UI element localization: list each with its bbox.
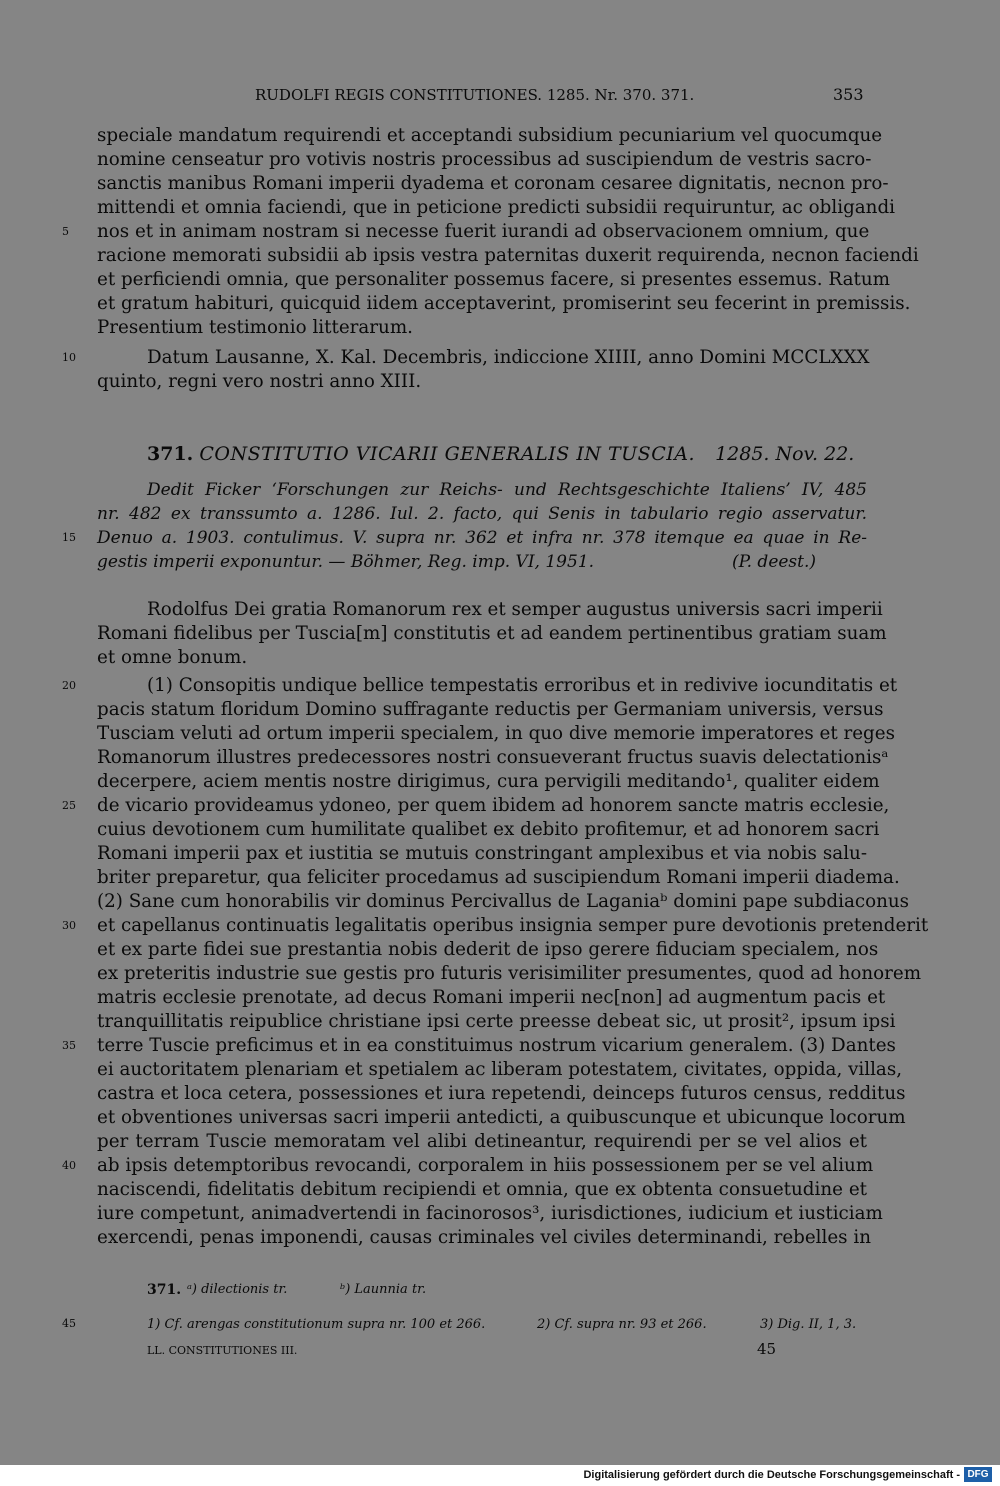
footnote-variant-a: ᵃ) dilectionis tr. xyxy=(187,1282,288,1297)
source-line: nr. 482 ex transsumto a. 1286. Iul. 2. facto, qui Senis in tabulario regio asservatur. xyxy=(97,504,867,524)
text-line: pacis statum floridum Domino suffragante reductis per Germaniam universis, versus xyxy=(97,699,884,720)
text-line: ex preteritis industrie sue gestis pro futuris verisimiliter presumentes, quod ad honorem xyxy=(97,963,922,984)
document-date: 1285. Nov. 22. xyxy=(715,443,855,465)
line-number: 30 xyxy=(62,919,76,932)
text-line: Romanorum illustres predecessores nostri consueverant fructus suavis delectationisᵃ xyxy=(97,747,889,768)
text-line: exercendi, penas imponendi, causas criminales vel civiles determinandi, rebelles in xyxy=(97,1227,871,1248)
text-line: cuius devotionem cum humilitate qualibet ex debito profitemur, et ad honorem sacri xyxy=(97,819,880,840)
text-line: et capellanus continuatis legalitatis operibus insignia semper pure devotionis pretenderit xyxy=(97,915,929,936)
line-number: 20 xyxy=(62,679,76,692)
running-title: RUDOLFI REGIS CONSTITUTIONES. 1285. Nr. 370. 371. xyxy=(255,86,695,104)
text-line: Rodolfus Dei gratia Romanorum rex et semper augustus universis sacri imperii xyxy=(147,599,883,620)
source-note: (P. deest.) xyxy=(732,552,817,572)
line-number: 45 xyxy=(62,1317,76,1330)
footnote-3: 3) Dig. II, 1, 3. xyxy=(760,1317,857,1332)
text-line: iure competunt, animadvertendi in facinorosos³, iurisdictiones, iudicium et iusticiam xyxy=(97,1203,883,1224)
text-line: sanctis manibus Romani imperii dyadema et coronam cesaree dignitatis, necnon pro- xyxy=(97,173,889,194)
text-line: ei auctoritatem plenariam et spetialem ac liberam potestatem, civitates, oppida, villas, xyxy=(97,1059,903,1080)
text-line: naciscendi, fidelitatis debitum recipiendi et omnia, que ex obtenta consuetudine et xyxy=(97,1179,867,1200)
line-number: 5 xyxy=(62,225,69,238)
digitization-footer xyxy=(0,1465,1000,1486)
signature-mark: LL. CONSTITUTIONES III. xyxy=(147,1344,298,1357)
text-line: briter preparetur, qua feliciter procedamus ad suscipiendum Romani imperii diadema. xyxy=(97,867,900,888)
text-line: et perficiendi omnia, que personaliter possemus facere, si presentes essemus. Ratum xyxy=(97,269,890,290)
text-line: per terram Tuscie memoratam vel alibi detineantur, requirendi per se vel alios et xyxy=(97,1131,867,1152)
text-line: quinto, regni vero nostri anno XIII. xyxy=(97,371,422,392)
line-number: 25 xyxy=(62,799,76,812)
source-line: Dedit Ficker ‘Forschungen zur Reichs- und Rechtsgeschichte Italiens’ IV, 485 xyxy=(147,480,867,500)
text-line: nomine censeatur pro votivis nostris processibus ad suscipiendum de vestris sacro- xyxy=(97,149,872,170)
footnote-doc-number: 371. xyxy=(147,1282,182,1298)
text-line: decerpere, aciem mentis nostre dirigimus, cura pervigili meditando¹, qualiter eidem xyxy=(97,771,880,792)
signature-number: 45 xyxy=(757,1340,777,1358)
footnote-variant-b: ᵇ) Launnia tr. xyxy=(340,1282,427,1297)
text-line: (2) Sane cum honorabilis vir dominus Percivallus de Laganiaᵇ domini pape subdiaconus xyxy=(97,891,910,912)
text-line: de vicario provideamus ydoneo, per quem ibidem ad honorem sancte matris ecclesie, xyxy=(97,795,890,816)
line-number: 10 xyxy=(62,351,76,364)
text-line: Tusciam veluti ad ortum imperii specialem, in quo dive memorie imperatores et reges xyxy=(97,723,895,744)
text-line: et obventiones universas sacri imperii antedicti, a quibuscunque et ubicunque locorum xyxy=(97,1107,906,1128)
document-number: 371. xyxy=(147,443,194,465)
text-line: Presentium testimonio litterarum. xyxy=(97,317,413,338)
text-line: Romani imperii pax et iustitia se mutuis constringant amplexibus et via nobis salu- xyxy=(97,843,867,864)
line-number: 40 xyxy=(62,1159,76,1172)
text-line: terre Tuscie preficimus et in ea constituimus nostrum vicarium generalem. (3) Dantes xyxy=(97,1035,896,1056)
footnote-1: 1) Cf. arengas constitutionum supra nr. 100 et 266. xyxy=(147,1317,486,1332)
text-line: matris ecclesie prenotate, ad decus Romani imperii nec[non] ad augmentum pacis et xyxy=(97,987,886,1008)
document-heading xyxy=(147,441,867,467)
page-number: 353 xyxy=(833,85,864,104)
text-line: Romani fidelibus per Tuscia[m] constitutis et ad eandem pertinentibus gratiam suam xyxy=(97,623,887,644)
text-line: (1) Consopitis undique bellice tempestatis erroribus et in redivive iocunditatis et xyxy=(147,675,898,696)
text-line: et ex parte fidei sue prestantia nobis dederit de ipso gerere fiduciam specialem, nos xyxy=(97,939,879,960)
text-line: Datum Lausanne, X. Kal. Decembris, indiccione XIIII, anno Domini MCCLXXX xyxy=(147,347,870,368)
funding-credit: Digitalisierung gefördert durch die Deutsche Forschungsgemeinschaft - xyxy=(583,1469,960,1481)
text-line: tranquillitatis reipublice christiane ipsi certe preesse debeat sic, ut prosit², ipsum ipsi xyxy=(97,1011,896,1032)
text-line: racione memorati subsidii ab ipsis vestra paternitas duxerit requirenda, necnon faciendi xyxy=(97,245,919,266)
text-line: et gratum habituri, quicquid iidem acceptaverint, promiserint seu fecerint in premissis. xyxy=(97,293,911,314)
text-line: ab ipsis detemptoribus revocandi, corporalem in hiis possessionem per se vel alium xyxy=(97,1155,874,1176)
text-line: castra et loca cetera, possessiones et iura repetendi, deinceps futuros census, redditus xyxy=(97,1083,906,1104)
text-line: speciale mandatum requirendi et acceptandi subsidium pecuniarium vel quocumque xyxy=(97,125,883,146)
document-title: CONSTITUTIO VICARII GENERALIS IN TUSCIA. xyxy=(199,443,696,465)
source-line: Denuo a. 1903. contulimus. V. supra nr. 362 et infra nr. 378 itemque ea quae in Re- xyxy=(97,528,867,548)
text-line: mittendi et omnia faciendi, que in peticione predicti subsidii requiruntur, ac obligandi xyxy=(97,197,896,218)
line-number: 35 xyxy=(62,1039,76,1052)
text-line: nos et in animam nostram si necesse fuerit iurandi ad observacionem omnium, que xyxy=(97,221,870,242)
text-line: et omne bonum. xyxy=(97,647,248,668)
source-line: gestis imperii exponuntur. — Böhmer, Reg. imp. VI, 1951. xyxy=(97,552,595,572)
footnote-2: 2) Cf. supra nr. 93 et 266. xyxy=(537,1317,707,1332)
line-number: 15 xyxy=(62,531,76,544)
dfg-logo-icon: DFG xyxy=(964,1467,992,1482)
